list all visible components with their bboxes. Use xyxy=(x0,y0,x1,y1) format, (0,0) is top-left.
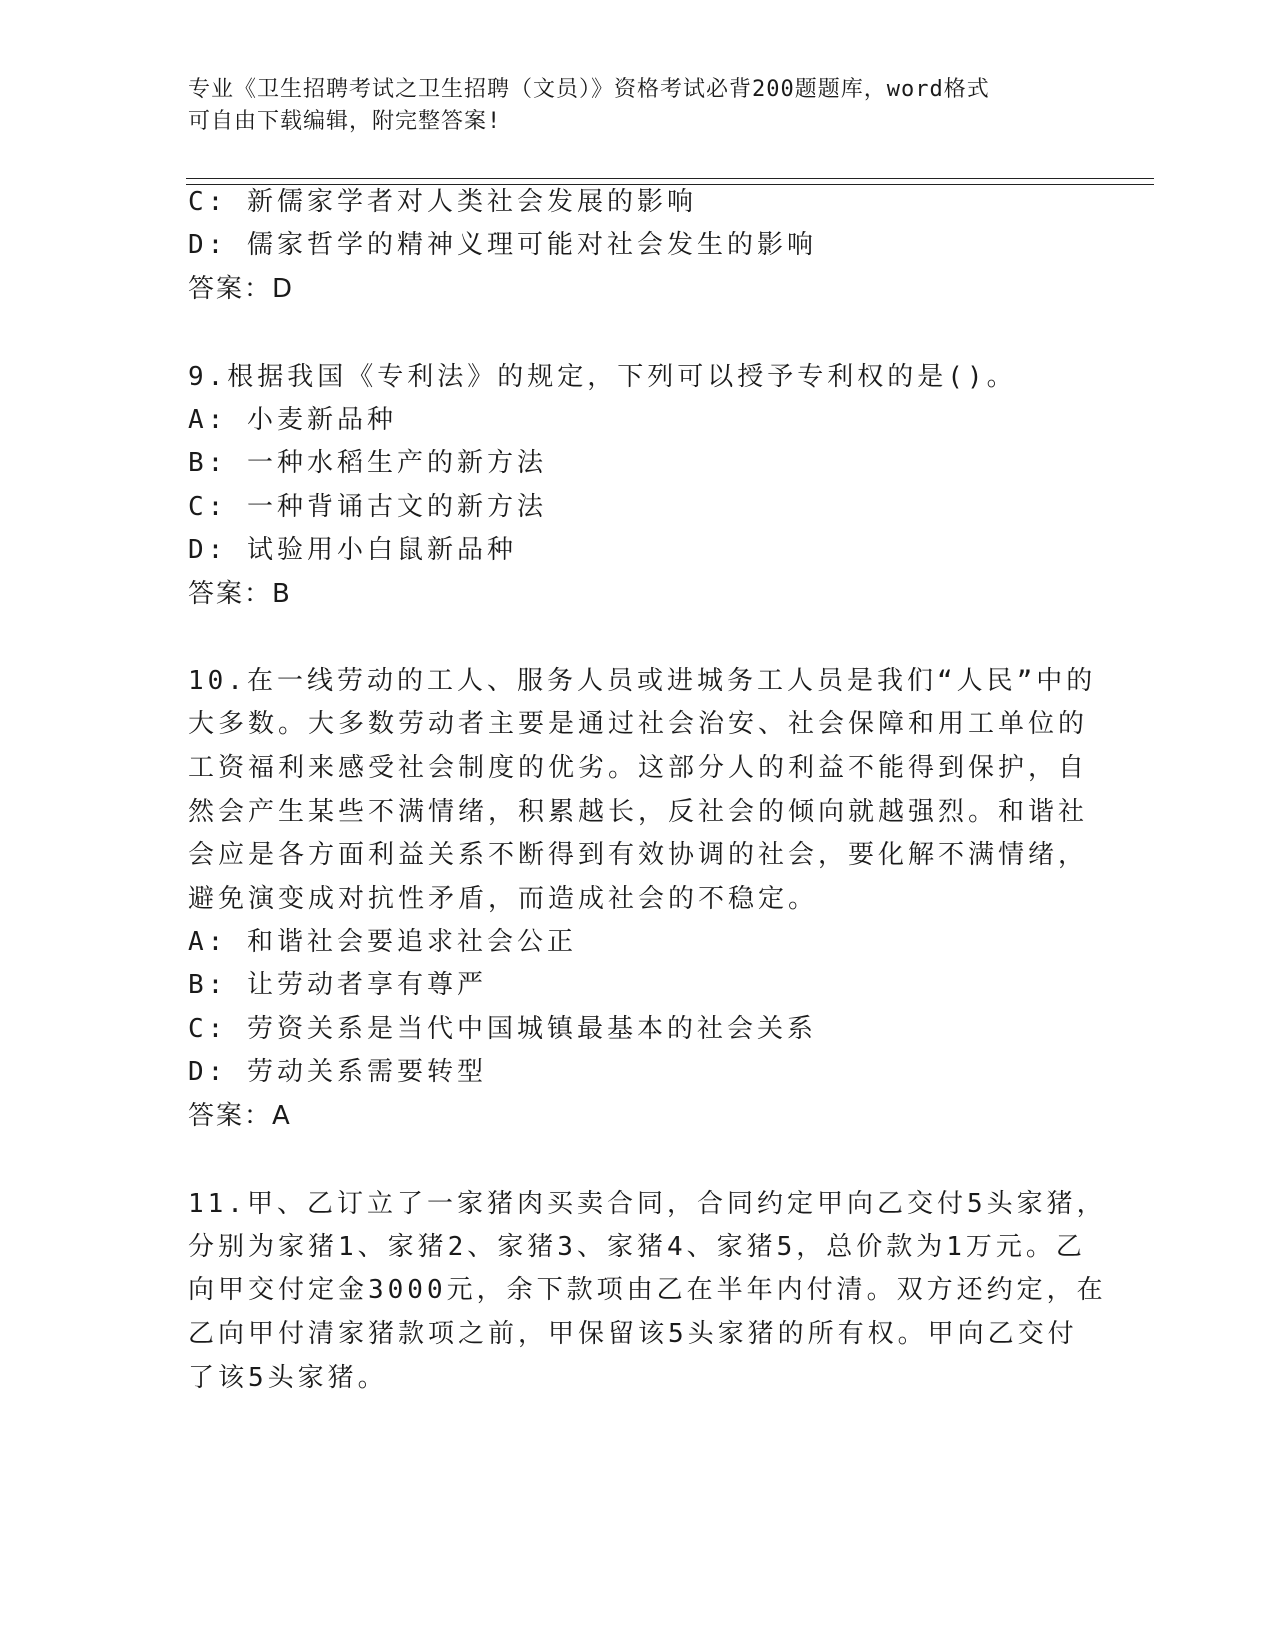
q11-stem-line-5: 了该5头家猪。 xyxy=(188,1363,388,1393)
q11-stem-line-2: 分别为家猪1、家猪2、家猪3、家猪4、家猪5，总价款为1万元。乙 xyxy=(188,1232,1086,1262)
q9-option-d: D: 试验用小白鼠新品种 xyxy=(188,535,517,565)
q10-stem-line-4: 然会产生某些不满情绪，积累越长，反社会的倾向就越强烈。和谐社 xyxy=(188,797,1089,827)
q10-stem-line-1: 10.在一线劳动的工人、服务人员或进城务工人员是我们“人民”中的 xyxy=(188,666,1097,696)
document-header xyxy=(188,74,1088,138)
q9-option-c: C: 一种背诵古文的新方法 xyxy=(188,492,547,522)
q10-option-d: D: 劳动关系需要转型 xyxy=(188,1057,487,1087)
q9-stem: 9.根据我国《专利法》的规定，下列可以授予专利权的是()。 xyxy=(188,362,1017,392)
q10-answer: 答案：A xyxy=(188,1101,292,1131)
q9-answer: 答案：B xyxy=(188,579,292,609)
q10-stem-line-5: 会应是各方面利益关系不断得到有效协调的社会，要化解不满情绪， xyxy=(188,840,1089,870)
q10-option-a: A: 和谐社会要追求社会公正 xyxy=(188,927,577,957)
header-line-1: 专业《卫生招聘考试之卫生招聘（文员）》资格考试必背200题题库，word格式 xyxy=(188,77,990,102)
q8-answer: 答案：D xyxy=(188,274,295,304)
q10-option-c: C: 劳资关系是当代中国城镇最基本的社会关系 xyxy=(188,1014,817,1044)
q8-option-c: C: 新儒家学者对人类社会发展的影响 xyxy=(188,187,697,217)
q9-option-a: A: 小麦新品种 xyxy=(188,405,397,435)
q10-stem-line-6: 避免演变成对抗性矛盾，而造成社会的不稳定。 xyxy=(188,884,819,914)
header-divider-top xyxy=(186,178,1154,179)
q9-option-b: B: 一种水稻生产的新方法 xyxy=(188,448,547,478)
q10-option-b: B: 让劳动者享有尊严 xyxy=(188,970,487,1000)
q11-stem-line-1: 11.甲、乙订立了一家猪肉买卖合同，合同约定甲向乙交付5头家猪， xyxy=(188,1189,1107,1219)
q10-stem-line-2: 大多数。大多数劳动者主要是通过社会治安、社会保障和用工单位的 xyxy=(188,709,1089,739)
q11-stem-line-4: 乙向甲付清家猪款项之前，甲保留该5头家猪的所有权。甲向乙交付 xyxy=(188,1319,1078,1349)
q8-option-d: D: 儒家哲学的精神义理可能对社会发生的影响 xyxy=(188,230,817,260)
q11-stem-line-3: 向甲交付定金3000元，余下款项由乙在半年内付清。双方还约定，在 xyxy=(188,1275,1107,1305)
q10-stem-line-3: 工资福利来感受社会制度的优劣。这部分人的利益不能得到保护，自 xyxy=(188,753,1089,783)
header-line-2: 可自由下载编辑，附完整答案! xyxy=(188,109,502,134)
